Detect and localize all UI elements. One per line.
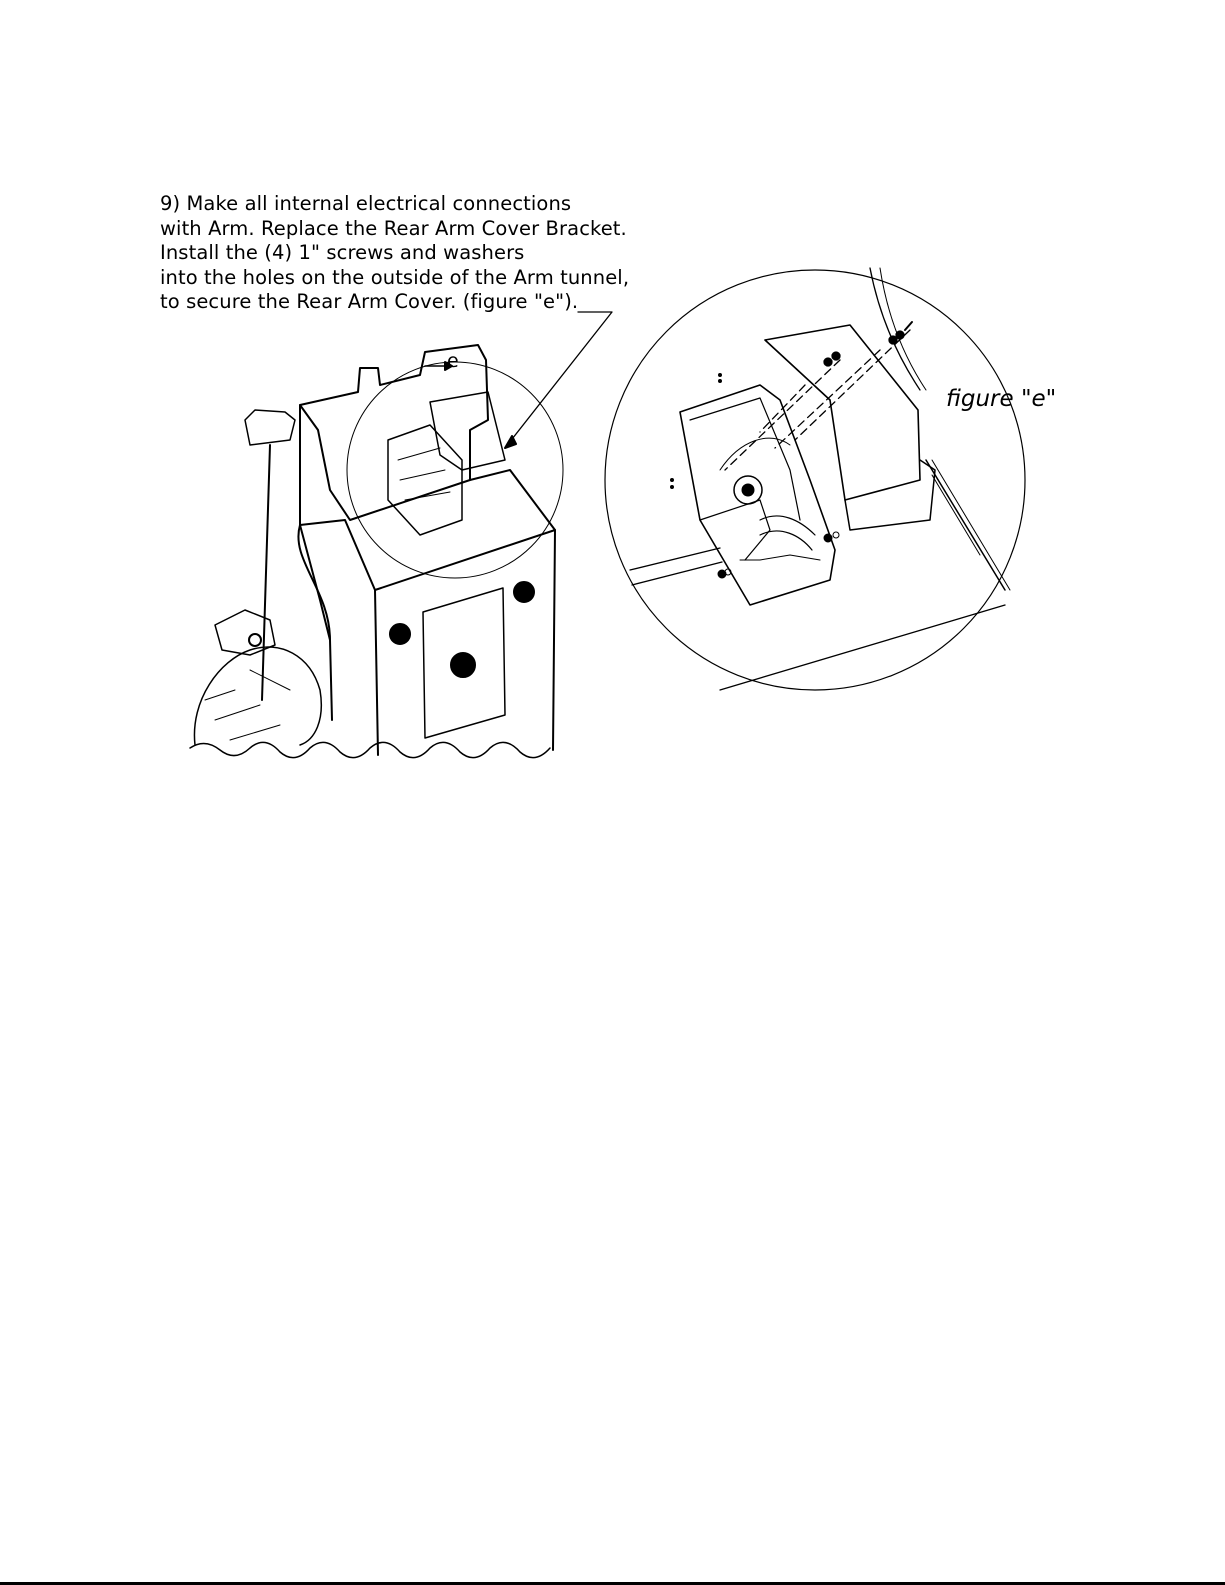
instruction-line: Install the (4) 1" screws and washers [160, 241, 525, 264]
instruction-line: to secure the Rear Arm Cover. (figure "e"). [160, 290, 579, 313]
figure-label: figure "e" [946, 386, 1057, 412]
cabinet-overview-drawing [190, 312, 612, 758]
detail-view-drawing [605, 268, 1025, 690]
step-instructions [160, 192, 650, 315]
instruction-line: into the holes on the outside of the Arm tunnel, [160, 265, 630, 289]
instruction-line: 9) Make all internal electrical connections [160, 192, 572, 215]
callout-letter: e [447, 350, 459, 372]
instruction-line: with Arm. Replace the Rear Arm Cover Bracket. [160, 216, 627, 240]
